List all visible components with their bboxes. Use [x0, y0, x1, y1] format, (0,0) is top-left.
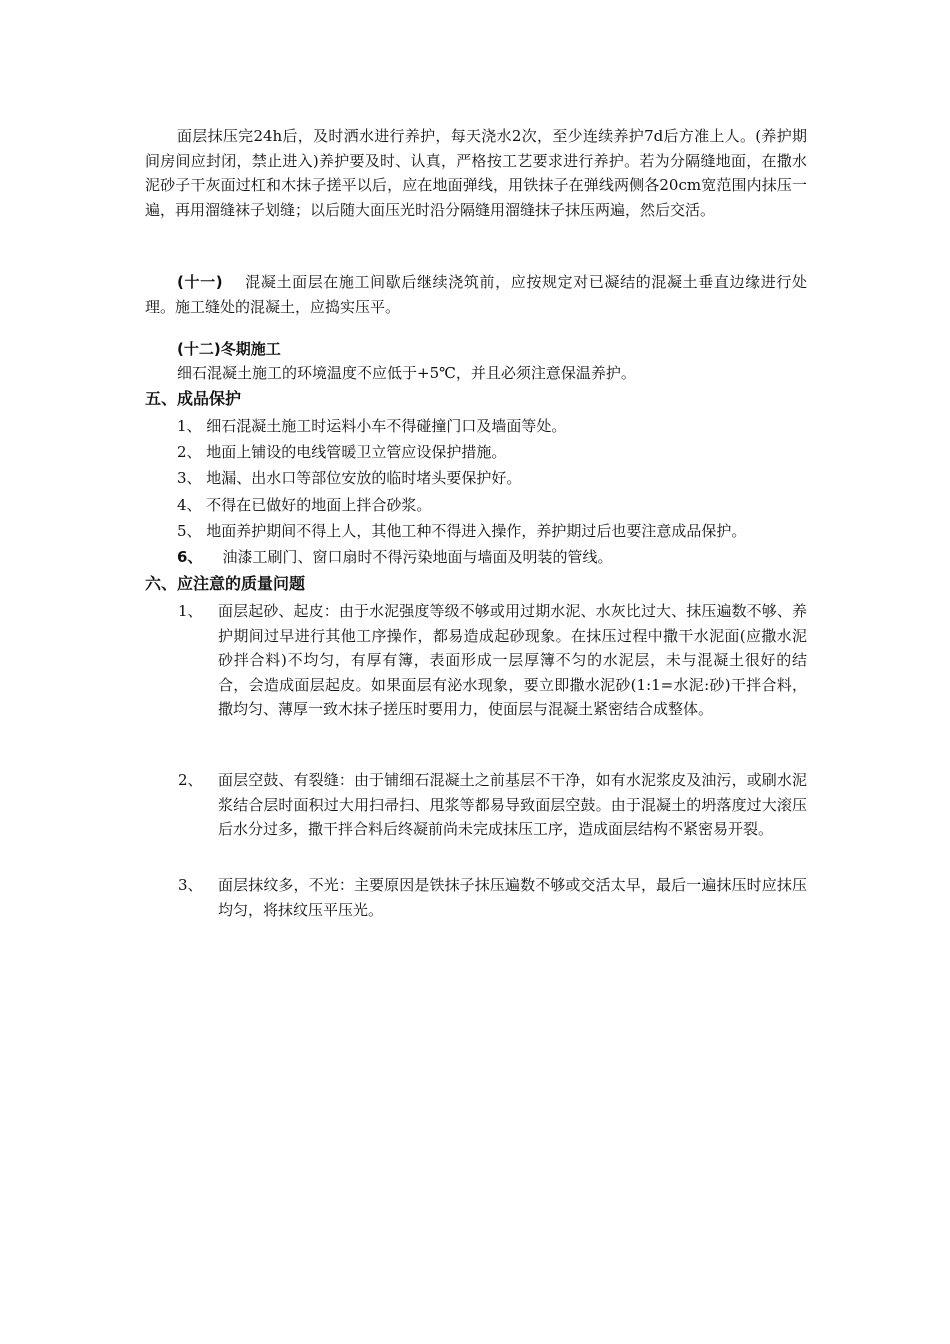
- paragraph-winter-construction: 细石混凝土施工的环境温度不应低于+5℃，并且必须注意保温养护。: [177, 364, 636, 382]
- list-item: 5、 地面养护期间不得上人，其他工种不得进入操作，养护期过后也要注意成品保护。: [177, 522, 747, 540]
- quality-item-1: [145, 599, 807, 722]
- section-title-product-protection: 五、成品保护: [145, 389, 242, 408]
- list-item: 2、 地面上铺设的电线管暖卫立管应设保护措施。: [177, 443, 507, 461]
- item-text-11: 混凝土面层在施工间歇后继续浇筑前，应按规定对已凝结的混凝土垂直边缘进行处理。施工缝处的混凝土，应捣实压平。: [145, 273, 807, 316]
- list-item: 4、 不得在已做好的地面上拌合砂浆。: [177, 496, 432, 514]
- section-title-quality-issues: 六、应注意的质量问题: [145, 574, 306, 593]
- quality-item-number: 1、: [178, 602, 203, 620]
- list-item-number: 6、: [177, 548, 203, 566]
- list-item: [177, 545, 612, 569]
- item-label-11: (十一): [177, 273, 223, 291]
- quality-item-number: 2、: [178, 771, 203, 789]
- quality-item-text: 面层起砂、起皮：由于水泥强度等级不够或用过期水泥、水灰比过大、抹压遍数不够、养护期间过早进行其他工序操作，都易造成起砂现象。在抹压过程中撒干水泥面(应撒水泥砂拌合料)不均匀，有厚有簿，表面形成一层厚簿不匀的水泥层，未与混凝土很好的结合，会造成面层起皮。如果面层有泌水现象，要立即撒水泥砂(1:1=水泥:砂)干拌合料，撒均匀、薄厚一致木抹子搓压时要用力，使面层与混凝土紧密结合成整体。: [218, 602, 807, 718]
- list-item: 3、 地漏、出水口等部位安放的临时堵头要保护好。: [177, 469, 522, 487]
- paragraph-curing: 面层抹压完24h后，及时洒水进行养护，每天浇水2次，至少连续养护7d后方准上人。(养护期间房间应封闭，禁止进入)养护要及时、认真，严格按工艺要求进行养护。若为分隔缝地面，在撒水泥砂子干灰面过杠和木抹子搓平以后，应在地面弹线，用铁抹子在弹线两侧各20cm宽范围内抹压一遍，再用溜缝袜子划缝；以后随大面压光时沿分隔缝用溜缝抹子抹压两遍，然后交活。: [145, 127, 807, 219]
- quality-item-text: 面层空鼓、有裂缝：由于铺细石混凝土之前基层不干净，如有水泥浆皮及油污，或刷水泥浆结合层时面积过大用扫帚扫、甩浆等都易导致面层空鼓。由于混凝土的坍落度过大滚压后水分过多，撒干拌合料后终凝前尚未完成抹压工序，造成面层结构不紧密易开裂。: [218, 771, 807, 838]
- heading-winter-construction: (十二)冬期施工: [177, 340, 281, 358]
- quality-item-number: 3、: [178, 876, 203, 894]
- quality-item-3: [145, 873, 807, 922]
- quality-item-text: 面层抹纹多，不光：主要原因是铁抹子抹压遍数不够或交活太早，最后一遍抹压时应抹压均匀，将抹纹压平压光。: [218, 876, 807, 919]
- list-item: 1、 细石混凝土施工时运料小车不得碰撞门口及墙面等处。: [177, 417, 567, 435]
- quality-item-2: [145, 768, 807, 842]
- paragraph-construction-joint: [145, 270, 807, 319]
- list-item-text: 油漆工刷门、窗口扇时不得污染地面与墙面及明装的管线。: [222, 548, 613, 566]
